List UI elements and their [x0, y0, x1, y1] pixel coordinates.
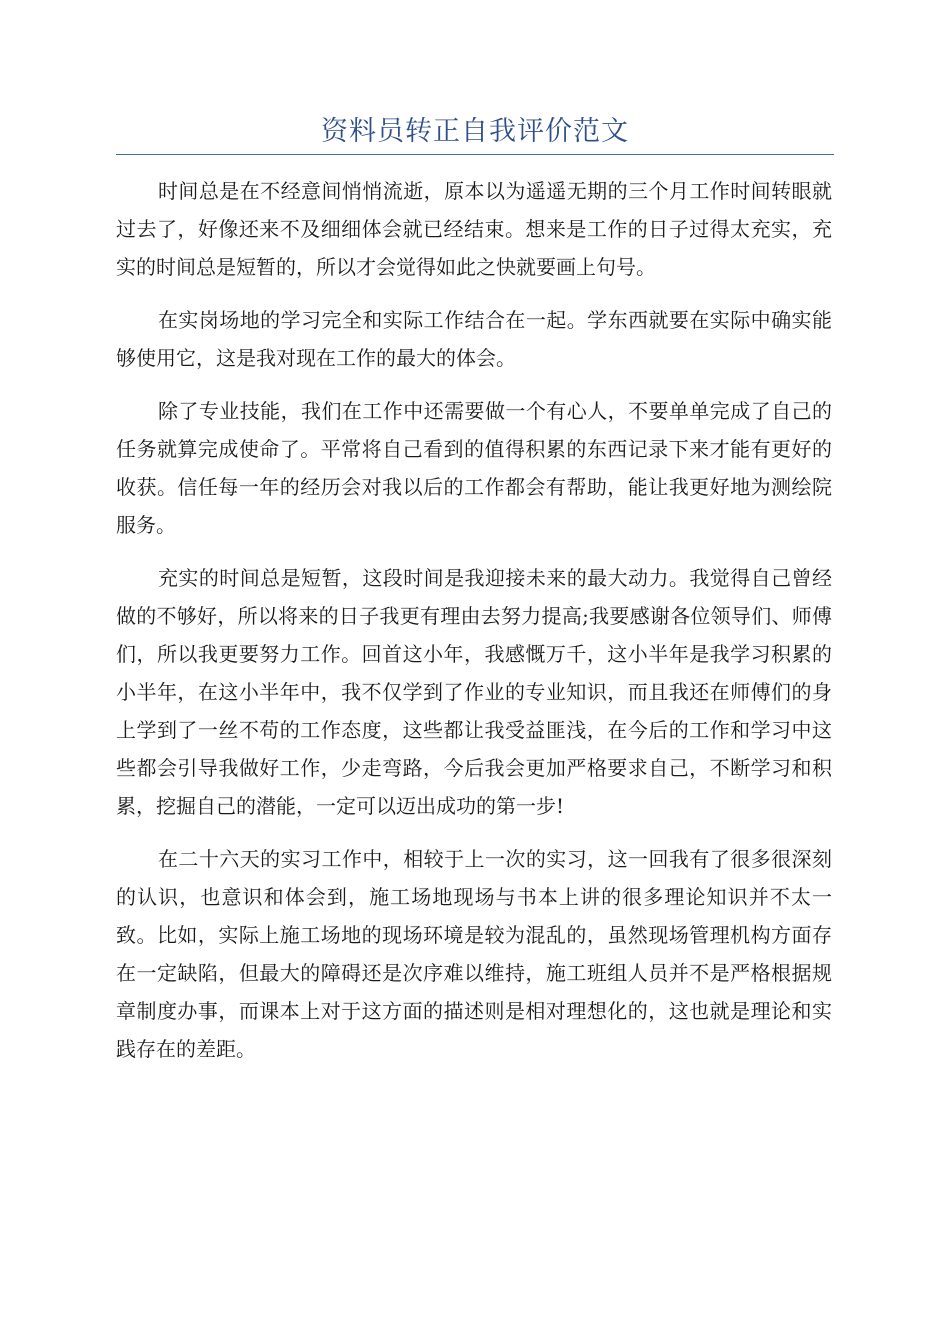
document-body: [116, 172, 832, 1083]
paragraph-4: 充实的时间总是短暂，这段时间是我迎接未来的最大动力。我觉得自己曾经做的不够好，所以将来的日子我更有理由去努力提高;我要感谢各位领导们、师傅们，所以我更要努力工作。回首这小年，我感慨万千，这小半年是我学习积累的小半年，在这小半年中，我不仅学到了作业的专业知识，而且我还在师傅们的身上学到了一丝不苟的工作态度，这些都让我受益匪浅，在今后的工作和学习中这些都会引导我做好工作，少走弯路，今后我会更加严格要求自己，不断学习和积累，挖掘自己的潜能，一定可以迈出成功的第一步!: [116, 566, 832, 818]
title-underline: [116, 154, 834, 155]
paragraph-1: 时间总是在不经意间悄悄流逝，原本以为遥遥无期的三个月工作时间转眼就过去了，好像还来不及细细体会就已经结束。想来是工作的日子过得太充实，充实的时间总是短暂的，所以才会觉得如此之快就要画上句号。: [116, 179, 832, 279]
paragraph-5: 在二十六天的实习工作中，相较于上一次的实习，这一回我有了很多很深刻的认识，也意识和体会到，施工场地现场与书本上讲的很多理论知识并不太一致。比如，实际上施工场地的现场环境是较为混乱的，虽然现场管理机构方面存在一定缺陷，但最大的障碍还是次序难以维持，施工班组人员并不是严格根据规章制度办事，而课本上对于这方面的描述则是相对理想化的，这也就是理论和实践存在的差距。: [116, 847, 832, 1061]
paragraph-2: 在实岗场地的学习完全和实际工作结合在一起。学东西就要在实际中确实能够使用它，这是我对现在工作的最大的体会。: [116, 308, 832, 370]
paragraph-3: 除了专业技能，我们在工作中还需要做一个有心人，不要单单完成了自己的任务就算完成使命了。平常将自己看到的值得积累的东西记录下来才能有更好的收获。信任每一年的经历会对我以后的工作都会有帮助，能让我更好地为测绘院服务。: [116, 399, 832, 537]
document-title: 资料员转正自我评价范文: [321, 116, 629, 147]
